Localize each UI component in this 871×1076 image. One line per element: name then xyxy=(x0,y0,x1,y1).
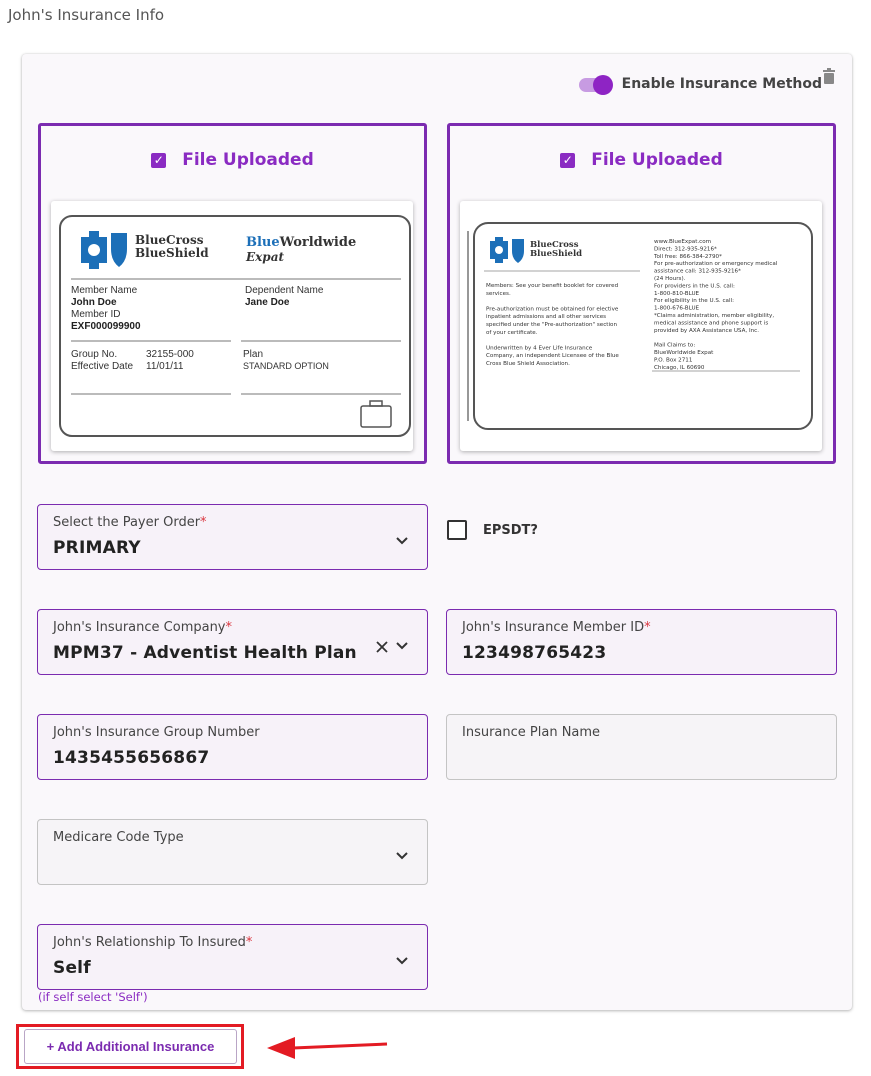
chevron-down-icon[interactable] xyxy=(395,956,409,966)
upload-status-label: File Uploaded xyxy=(591,150,723,170)
checkbox-checked-icon[interactable]: ✓ xyxy=(151,153,166,168)
card-text-line: For providers in the U.S. call: xyxy=(654,283,735,290)
card-text-line: Underwritten by 4 Ever Life Insurance xyxy=(486,345,593,352)
insurance-card-panel xyxy=(22,54,852,1010)
card-text-line: For eligibility in the U.S. call: xyxy=(654,298,734,305)
svg-text:BlueShield: BlueShield xyxy=(530,249,583,259)
card-text-line: assistance call: 312-935-9216* xyxy=(654,268,741,275)
member-id-field[interactable]: John's Insurance Member ID* 123498765423 xyxy=(446,609,837,675)
relationship-hint: (if self select 'Self') xyxy=(38,990,148,1004)
payer-order-select[interactable]: Select the Payer Order* PRIMARY xyxy=(37,504,428,570)
add-additional-insurance-button[interactable]: + Add Additional Insurance xyxy=(24,1029,237,1064)
group-number-value: 1435455656867 xyxy=(53,748,210,768)
payer-order-value: PRIMARY xyxy=(53,538,141,558)
relationship-value: Self xyxy=(53,958,91,978)
card-text-line: inpatient admissions and all other services xyxy=(486,314,607,321)
svg-text:Member Name: Member Name xyxy=(71,285,138,296)
card-text-line: medical assistance and phone support is xyxy=(654,320,769,327)
insurance-card-front-image xyxy=(51,201,413,451)
checkbox-unchecked-icon[interactable] xyxy=(447,520,467,540)
card-text-line: 1-800-810-BLUE xyxy=(654,290,700,297)
medicare-code-select[interactable]: Medicare Code Type xyxy=(37,819,428,885)
svg-text:Jane Doe: Jane Doe xyxy=(245,297,290,308)
card-text-line: Pre-authorization must be obtained for elective xyxy=(486,306,619,313)
upload-status-label: File Uploaded xyxy=(182,150,314,170)
card-text-line: *Claims administration, member eligibility, xyxy=(654,313,775,319)
page-title: John's Insurance Info xyxy=(8,6,165,24)
insurance-card-back-image xyxy=(460,201,822,451)
svg-text:STANDARD OPTION: STANDARD OPTION xyxy=(243,361,329,371)
chevron-down-icon[interactable] xyxy=(395,641,409,651)
card-text-line: BlueWorldwide Expat xyxy=(654,350,714,356)
epsdt-checkbox[interactable] xyxy=(447,520,538,540)
card-text-line: services. xyxy=(486,290,511,297)
card-text-line: Direct: 312-935-9216* xyxy=(654,246,717,253)
card-text-line: of your certificate. xyxy=(486,329,538,336)
svg-text:Member ID: Member ID xyxy=(71,309,121,320)
checkbox-checked-icon[interactable]: ✓ xyxy=(560,153,575,168)
card-text-line: P.O. Box 2711 xyxy=(654,357,693,364)
card-text-line: For pre-authorization or emergency medical xyxy=(654,261,778,268)
card-text-line: 1-800-676-BLUE xyxy=(654,305,700,312)
svg-text:Effective Date: Effective Date xyxy=(71,361,134,372)
enable-insurance-toggle[interactable] xyxy=(577,75,822,93)
card-brand-bluecross: BlueCross xyxy=(135,233,204,247)
card-brand-blueshield: BlueShield xyxy=(135,246,209,260)
card-brand-worldwide: BlueWorldwide xyxy=(246,235,357,250)
card-text-line: www.BlueExpat.com xyxy=(654,239,712,245)
svg-text:Group No.: Group No. xyxy=(71,349,118,360)
chevron-down-icon[interactable] xyxy=(395,536,409,546)
card-text-line: Chicago, IL 60690 xyxy=(654,364,705,371)
relationship-select[interactable]: John's Relationship To Insured* Self xyxy=(37,924,428,990)
card-text-line: Cross Blue Shield Association. xyxy=(486,361,570,367)
toggle-switch[interactable] xyxy=(577,75,613,93)
svg-text:Plan: Plan xyxy=(243,349,264,360)
upload-front-card[interactable] xyxy=(38,123,427,464)
insurance-company-value: MPM37 - Adventist Health Plan xyxy=(53,643,357,663)
upload-back-card[interactable] xyxy=(447,123,836,464)
group-number-field[interactable]: John's Insurance Group Number 1435455656867 xyxy=(37,714,428,780)
card-text-line: Members: See your benefit booklet for covered xyxy=(486,283,619,289)
svg-text:John Doe: John Doe xyxy=(71,297,117,308)
card-text-line: (24 Hours). xyxy=(654,276,686,282)
svg-text:BlueCross: BlueCross xyxy=(530,240,579,250)
close-icon[interactable] xyxy=(375,640,389,654)
card-brand-expat: Expat xyxy=(246,250,285,264)
card-text-line: Company, an independent Licensee of the Blue xyxy=(486,353,619,360)
card-text-line: Toll free: 866-384-2790* xyxy=(654,253,722,260)
red-arrow-annotation xyxy=(265,1034,390,1060)
svg-text:EXF000099900: EXF000099900 xyxy=(71,321,141,332)
card-text-line: specified under the "Pre-authorization" section xyxy=(486,322,617,328)
plan-name-field[interactable]: Insurance Plan Name xyxy=(446,714,837,780)
trash-icon[interactable] xyxy=(822,68,836,84)
card-text-line: Mail Claims to: xyxy=(654,342,696,349)
svg-text:32155-000: 32155-000 xyxy=(146,349,194,360)
insurance-company-select[interactable]: John's Insurance Company* MPM37 - Adventist Health Plan xyxy=(37,609,428,675)
svg-text:11/01/11: 11/01/11 xyxy=(146,361,184,372)
card-text-line: provided by AXA Assistance USA, Inc. xyxy=(654,327,760,334)
toggle-label: Enable Insurance Method xyxy=(621,76,822,92)
chevron-down-icon[interactable] xyxy=(395,851,409,861)
epsdt-label: EPSDT? xyxy=(483,522,538,538)
member-id-value: 123498765423 xyxy=(462,643,607,663)
svg-text:Dependent Name: Dependent Name xyxy=(245,285,324,296)
